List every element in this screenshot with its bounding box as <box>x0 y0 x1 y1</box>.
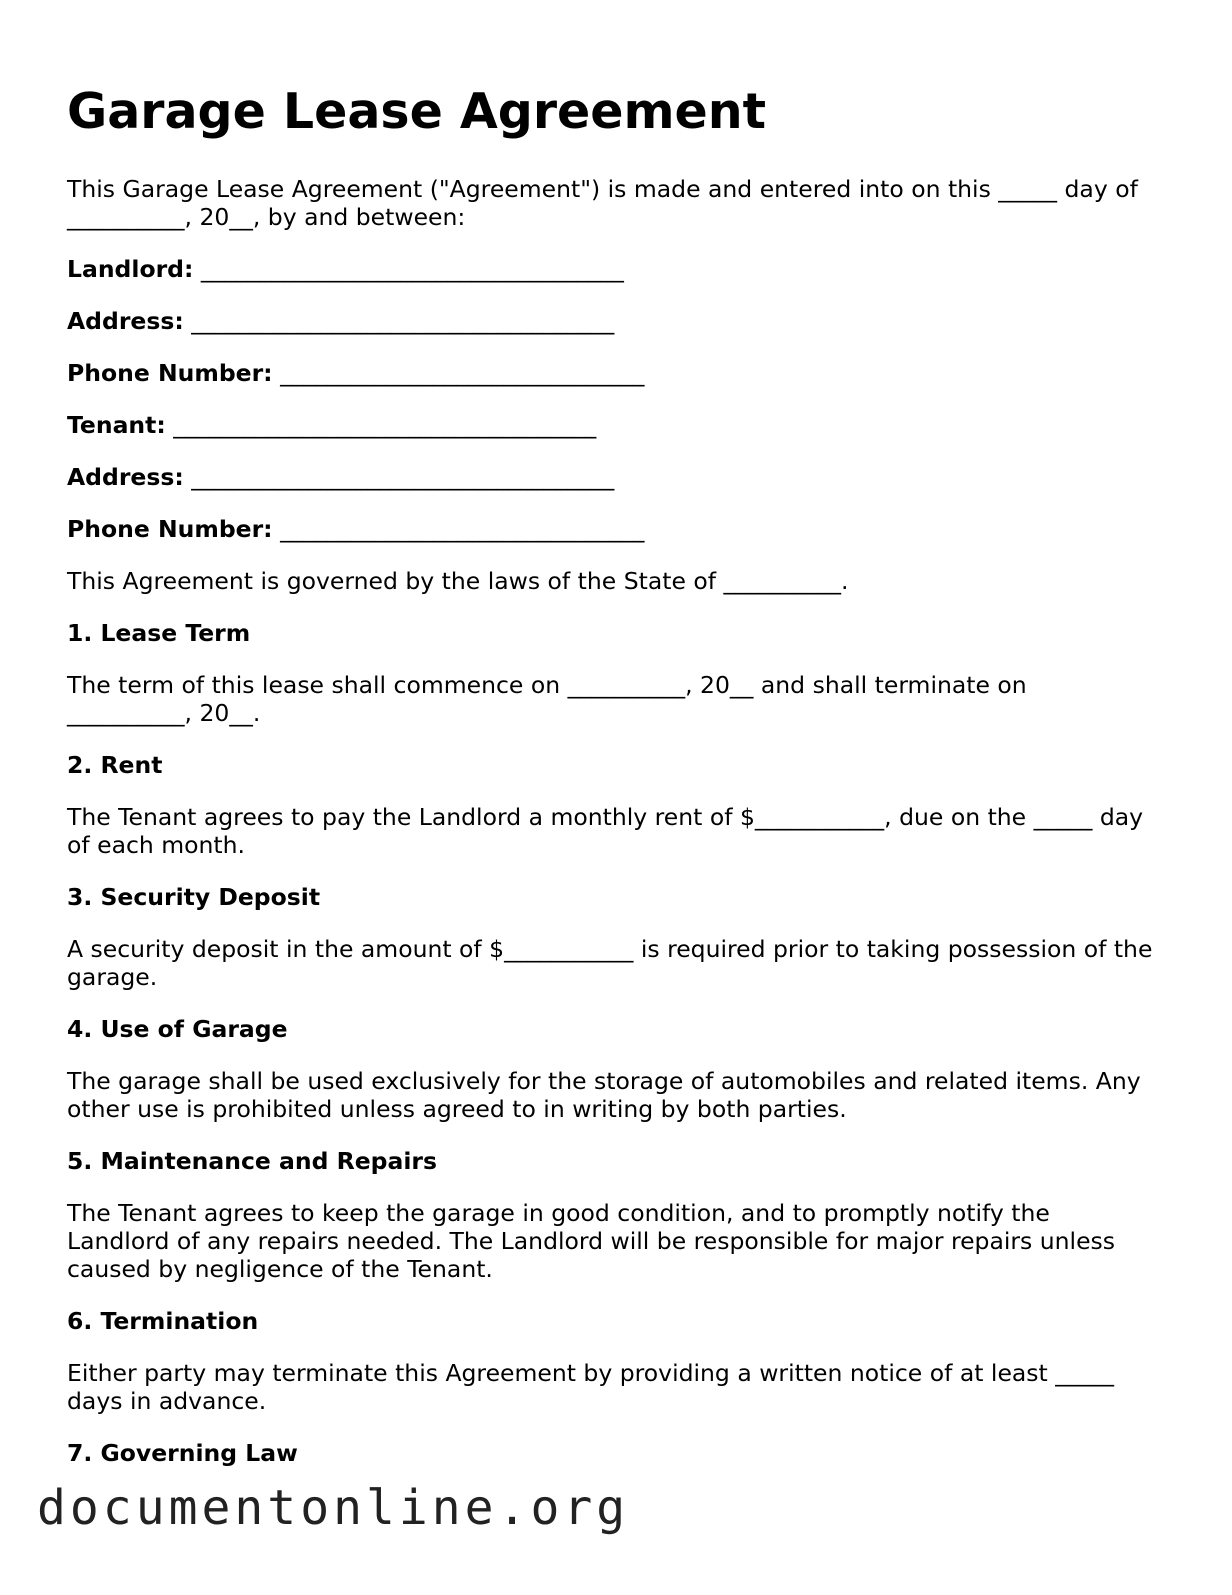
section-maintenance-heading: 5. Maintenance and Repairs <box>67 1147 437 1175</box>
section-maintenance-body: The Tenant agrees to keep the garage in good condition, and to promptly notify the Landlord of any repairs needed. The Landlord will be responsible for major repairs unless caused by negligence of the Tenant. <box>67 1199 1116 1283</box>
section-security-deposit-heading: 3. Security Deposit <box>67 883 321 911</box>
section-lease-term-body: The term of this lease shall commence on __________, 20__ and shall terminate on __________, 20__. <box>67 671 1027 727</box>
watermark-text: documentonline.org <box>37 1480 630 1536</box>
document-title: Garage Lease Agreement <box>67 83 767 140</box>
section-rent-body: The Tenant agrees to pay the Landlord a monthly rent of $___________, due on the _____ day of each month. <box>67 803 1144 859</box>
tenant-phone-label: Phone Number: <box>67 515 273 543</box>
landlord-label: Landlord: <box>67 255 194 283</box>
section-termination-heading: 6. Termination <box>67 1307 259 1335</box>
tenant-field <box>67 411 596 439</box>
section-use-of-garage-body: The garage shall be used exclusively for the storage of automobiles and related items. Any other use is prohibited unless agreed to in writing by both parties. <box>67 1067 1141 1123</box>
landlord-phone-label: Phone Number: <box>67 359 273 387</box>
landlord-address-field <box>67 307 614 335</box>
landlord-address-blank: ____________________________________ <box>191 307 615 335</box>
landlord-field <box>67 255 624 283</box>
tenant-address-label: Address: <box>67 463 184 491</box>
tenant-label: Tenant: <box>67 411 166 439</box>
tenant-address-field <box>67 463 614 491</box>
section-security-deposit-body: A security deposit in the amount of $___________ is required prior to taking possession of the garage. <box>67 935 1153 991</box>
landlord-blank: ____________________________________ <box>200 255 624 283</box>
tenant-blank: ____________________________________ <box>173 411 597 439</box>
governing-state-paragraph: This Agreement is governed by the laws of the State of __________. <box>67 567 849 595</box>
landlord-phone-blank: _______________________________ <box>280 359 645 387</box>
section-use-of-garage-heading: 4. Use of Garage <box>67 1015 288 1043</box>
tenant-phone-field <box>67 515 644 543</box>
landlord-address-label: Address: <box>67 307 184 335</box>
landlord-phone-field <box>67 359 644 387</box>
section-lease-term-heading: 1. Lease Term <box>67 619 251 647</box>
tenant-address-blank: ____________________________________ <box>191 463 615 491</box>
tenant-phone-blank: _______________________________ <box>280 515 645 543</box>
section-governing-law-heading: 7. Governing Law <box>67 1439 298 1467</box>
section-rent-heading: 2. Rent <box>67 751 163 779</box>
section-termination-body: Either party may terminate this Agreement by providing a written notice of at least _____ days in advance. <box>67 1359 1114 1415</box>
intro-paragraph: This Garage Lease Agreement ("Agreement") is made and entered into on this _____ day of __________, 20__, by and between: <box>67 175 1138 231</box>
